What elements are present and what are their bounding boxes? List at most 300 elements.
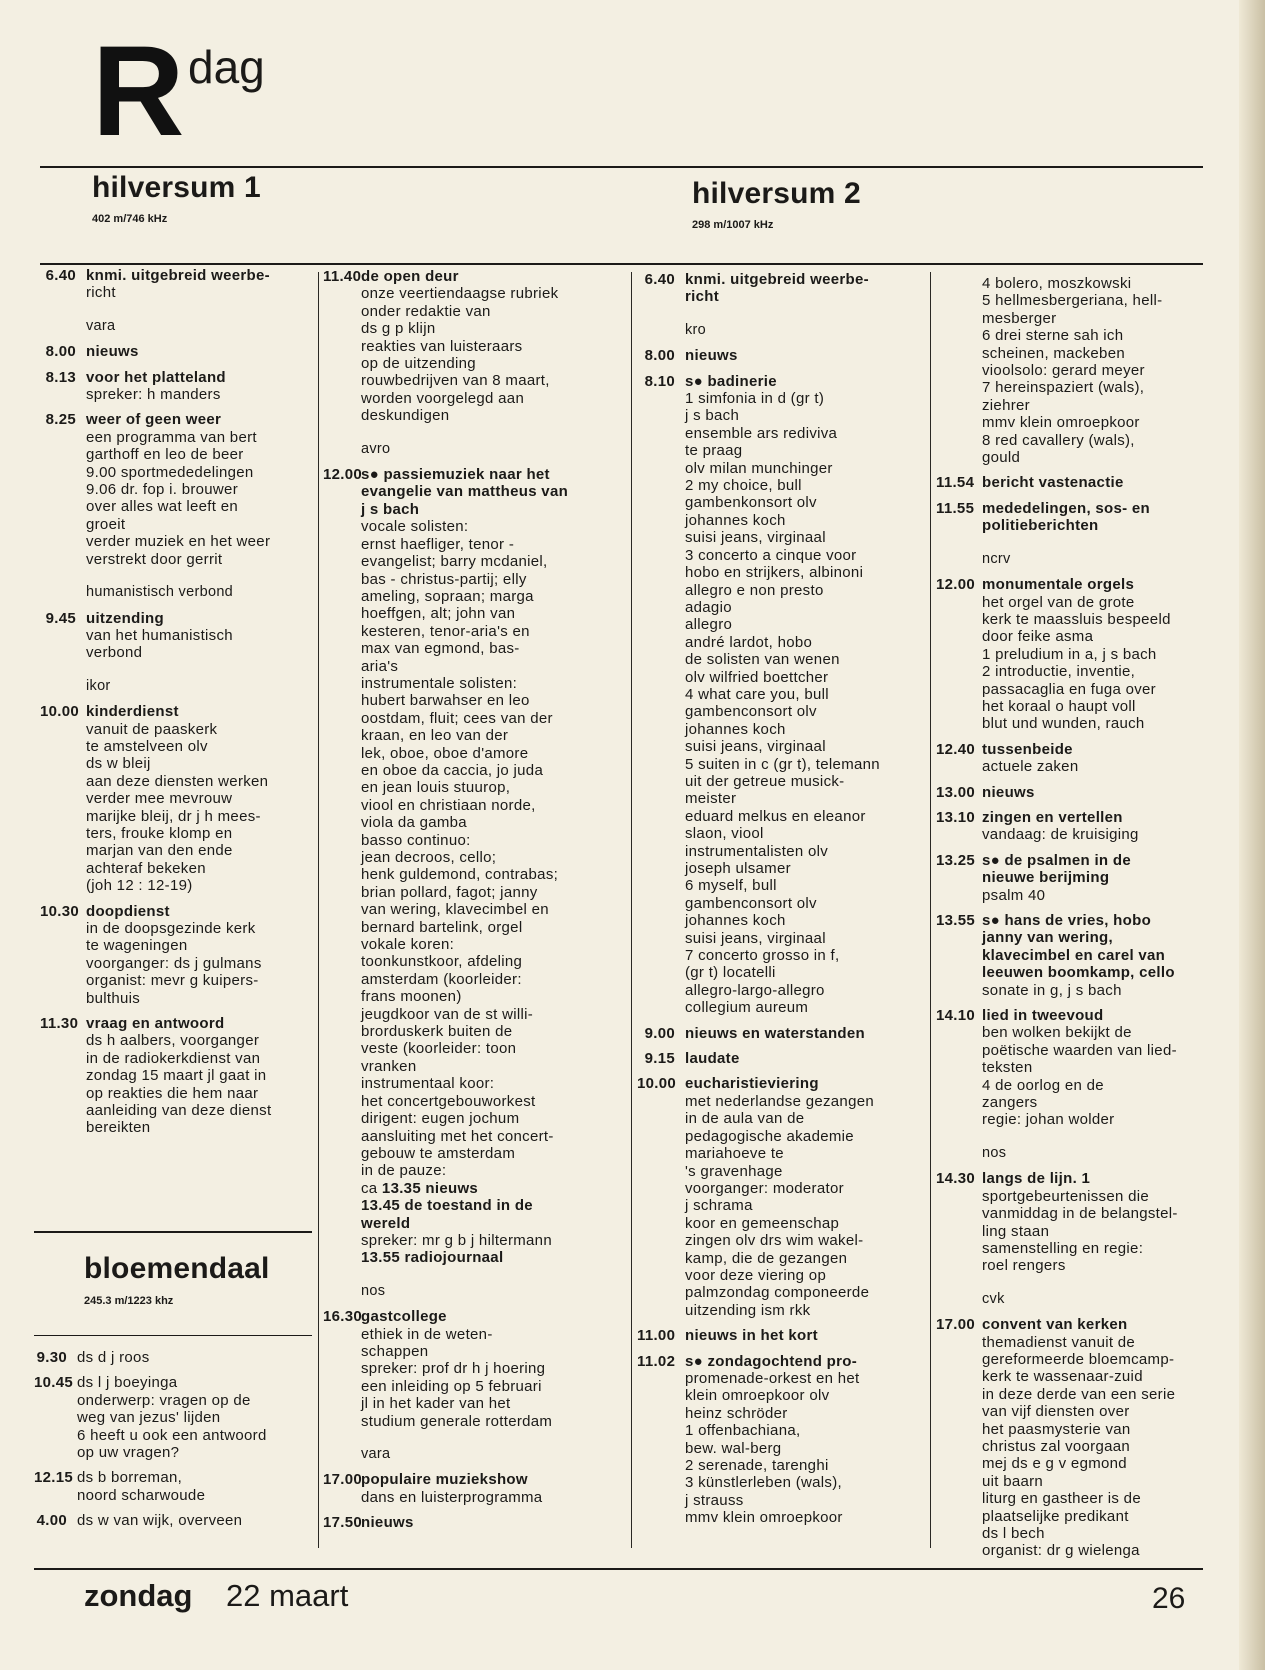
broadcaster-label: humanistisch verbond: [86, 584, 234, 601]
program-line: een programma van bert: [86, 428, 257, 446]
program-title: s● de psalmen in de: [982, 851, 1131, 869]
program-line: worden voorgelegd aan: [361, 389, 525, 407]
program-line: suisi jeans, virginaal: [685, 929, 826, 947]
program-entry: [40, 343, 312, 360]
program-line: in de aula van de: [685, 1110, 805, 1128]
program-line: richt: [86, 284, 116, 302]
program-time: 14.10: [936, 1007, 976, 1025]
program-title: laudate: [685, 1050, 740, 1068]
program-entry: [323, 268, 625, 425]
program-line: mej ds e g v egmond: [982, 1455, 1127, 1473]
spacer: [936, 1308, 1208, 1316]
column-divider: [930, 272, 931, 1548]
program-line: 1 offenbachiana,: [685, 1422, 801, 1440]
logo-word: dag: [188, 41, 265, 93]
program-entry: [936, 1007, 1208, 1129]
program-line: frans moonen): [361, 988, 462, 1006]
program-body: [77, 1512, 312, 1529]
spacer: [936, 466, 1208, 474]
program-line: adagio: [685, 598, 732, 616]
program-line: gambenconsort olv: [685, 703, 817, 721]
program-time: 17.00: [936, 1316, 976, 1334]
spacer: [40, 1007, 312, 1015]
program-line: vandaag: de kruisiging: [982, 826, 1139, 844]
program-title: doopdienst: [86, 902, 170, 920]
spacer: [936, 1137, 1208, 1145]
program-title: nieuws in het kort: [685, 1327, 818, 1345]
program-title: s● passiemuziek naar het: [361, 466, 550, 484]
program-entry: [34, 1512, 312, 1529]
program-line: zondag 15 maart jl gaat in: [86, 1067, 267, 1085]
program-line: 's gravenhage: [685, 1162, 783, 1180]
program-body: [86, 903, 312, 1007]
program-line: aria's: [361, 657, 399, 675]
spacer: [34, 1366, 312, 1374]
program-line: in deze derde van een serie: [982, 1385, 1176, 1403]
program-time: 17.00: [323, 1471, 363, 1489]
program-line: gereformeerde bloemcamp-: [982, 1350, 1175, 1368]
program-time: 11.30: [40, 1015, 79, 1033]
program-title: knmi. uitgebreid weerbe-: [86, 267, 270, 284]
program-time: 11.00: [637, 1327, 676, 1345]
program-title: eucharistieviering: [685, 1075, 819, 1093]
program-body: [685, 347, 925, 364]
program-time: 12.00: [936, 576, 976, 594]
spacer: [936, 1275, 1208, 1283]
program-line: vranken: [361, 1057, 417, 1075]
program-body: [685, 1025, 925, 1042]
program-line: jeugdkoor van de st willi-: [361, 1005, 534, 1023]
program-body: [982, 852, 1208, 904]
program-line: j schrama: [685, 1197, 753, 1215]
program-line: lek, oboe, oboe d'amore: [361, 744, 529, 762]
program-line: johannes koch: [685, 511, 786, 529]
program-line: ethiek in de weten-: [361, 1325, 493, 1343]
program-line: op reakties die hem naar: [86, 1084, 259, 1102]
program-body: [77, 1469, 312, 1504]
program-title: voor het platteland: [86, 368, 226, 386]
program-line: ds b borreman,: [77, 1469, 183, 1487]
program-body: [86, 369, 312, 404]
program-line: schappen: [361, 1342, 429, 1360]
program-body: [86, 267, 312, 302]
program-line: te amstelveen olv: [86, 737, 208, 755]
program-entry: [936, 474, 1208, 491]
program-line: weg van jezus' lijden: [77, 1409, 221, 1427]
program-time: 10.45: [34, 1374, 74, 1392]
program-line: onderwerp: vragen op de: [77, 1391, 251, 1409]
program-title: weer of geen weer: [86, 411, 222, 429]
spacer: [936, 543, 1208, 551]
program-body: [86, 610, 312, 662]
program-line: gambenconsort olv: [685, 894, 817, 912]
program-line: ben wolken bekijkt de: [982, 1024, 1132, 1042]
spacer: [637, 1345, 925, 1353]
page-number: 26: [1152, 1582, 1186, 1615]
program-line: bernard bartelink, orgel: [361, 918, 523, 936]
program-title: uitzending: [86, 609, 164, 627]
program-line: sportgebeurtenissen die: [982, 1187, 1150, 1205]
program-line: roel rengers: [982, 1257, 1066, 1275]
program-time: 9.45: [45, 609, 76, 627]
spacer: [40, 335, 312, 343]
footer-day: zondag: [84, 1578, 193, 1613]
program-entry: [936, 1170, 1208, 1274]
program-line: andré lardot, hobo: [685, 633, 813, 651]
program-line-bold: wereld: [361, 1214, 411, 1232]
spacer: [40, 670, 312, 678]
program-body: [361, 1471, 625, 1506]
program-line: [361, 1180, 625, 1197]
program-line: 2 serenade, tarenghi: [685, 1457, 829, 1474]
program-line: verbond: [86, 644, 143, 662]
program-line-bold: 13.35 nieuws: [381, 1179, 479, 1197]
spacer: [936, 1162, 1208, 1170]
bloemendaal-schedule: [34, 1349, 312, 1538]
spacer: [40, 1137, 312, 1145]
program-title: nieuws: [86, 343, 139, 361]
program-line: van wering, klavecimbel en: [361, 901, 549, 919]
program-line: verstrekt door gerrit: [86, 550, 223, 568]
program-body: [361, 1308, 625, 1430]
program-line: kerk te maassluis bespeeld: [982, 610, 1171, 628]
program-body: [86, 1015, 312, 1137]
program-line: onze veertiendaagse rubriek: [361, 285, 559, 303]
program-title: convent van kerken: [982, 1316, 1128, 1334]
program-entry: [936, 809, 1208, 844]
program-line: vocale solisten:: [361, 518, 469, 536]
program-entry: [637, 1353, 925, 1527]
program-entry: [40, 703, 312, 894]
program-title: gastcollege: [361, 1308, 447, 1326]
spacer: [323, 1267, 625, 1275]
program-title: knmi. uitgebreid weerbe-: [685, 271, 869, 288]
program-time: 4.00: [36, 1512, 67, 1530]
spacer: [936, 492, 1208, 500]
program-time: 9.00: [644, 1024, 675, 1042]
program-body: [685, 1327, 925, 1344]
program-entry: [34, 1374, 312, 1461]
program-title-line: j s bach: [361, 500, 420, 518]
program-line: aansluiting met het concert-: [361, 1127, 554, 1145]
bloemendaal-bottom-rule: [34, 1335, 312, 1336]
program-line: ds d j roos: [77, 1349, 150, 1366]
program-line: ds l bech: [982, 1525, 1045, 1542]
program-line: koor en gemeenschap: [685, 1214, 840, 1232]
station-freq-hilversum-1: 402 m/746 kHz: [92, 213, 168, 225]
program-title: nieuws: [982, 783, 1035, 801]
program-line: onder redaktie van: [361, 302, 491, 320]
program-title: zingen en vertellen: [982, 808, 1123, 826]
program-title: s● badinerie: [685, 372, 777, 390]
program-time: [936, 275, 972, 466]
program-entry: [637, 1327, 925, 1344]
program-body: [982, 809, 1208, 844]
program-line: hoeffgen, alt; john van: [361, 605, 516, 623]
program-line: allegro-largo-allegro: [685, 981, 825, 999]
program-title: nieuws en waterstanden: [685, 1024, 865, 1042]
spacer: [936, 535, 1208, 543]
program-line: 8 red cavallery (wals),: [982, 431, 1135, 449]
program-time: 11.54: [936, 474, 975, 492]
program-title: lied in tweevoud: [982, 1007, 1104, 1025]
program-time: 9.30: [36, 1349, 67, 1366]
program-line: 4 what care you, bull: [685, 685, 829, 703]
program-entry: [637, 347, 925, 364]
program-line: uitzending ism rkk: [685, 1301, 811, 1319]
hilversum-1-schedule-left: [40, 267, 312, 1145]
program-entry: [40, 267, 312, 302]
spacer: [936, 904, 1208, 912]
program-line: ters, frouke klomp en: [86, 824, 233, 842]
spacer: [323, 1532, 625, 1540]
program-body: [685, 271, 925, 306]
broadcaster-label: nos: [361, 1282, 386, 1299]
program-line: 1 preludium in a, j s bach: [982, 645, 1157, 663]
program-entry: [323, 1308, 625, 1430]
program-time: 11.55: [936, 499, 975, 517]
broadcaster-label: cvk: [982, 1290, 1005, 1307]
station-freq-bloemendaal: 245.3 m/1223 khz: [84, 1295, 174, 1307]
program-line: viola da gamba: [361, 814, 467, 832]
broadcaster-label: vara: [86, 317, 116, 334]
program-line: themadienst vanuit de: [982, 1333, 1136, 1351]
program-line: samenstelling en regie:: [982, 1239, 1144, 1257]
program-title: bericht vastenactie: [982, 474, 1124, 492]
program-title: langs de lijn. 1: [982, 1170, 1091, 1188]
program-body: [86, 411, 312, 568]
program-line: gambenkonsort olv: [685, 494, 817, 512]
program-line: zangers: [982, 1094, 1038, 1112]
program-line: basso continuo:: [361, 831, 471, 849]
program-time: 6.40: [45, 267, 76, 284]
program-line: in de radiokerkdienst van: [86, 1049, 261, 1067]
program-time: 10.00: [40, 703, 80, 721]
program-line: reakties van luisteraars: [361, 337, 523, 355]
program-entry: [40, 903, 312, 1007]
program-line: pedagogische akademie: [685, 1127, 854, 1145]
broadcaster-label: avro: [361, 440, 391, 457]
program-line: suisi jeans, virginaal: [685, 738, 826, 756]
program-time: 12.15: [34, 1469, 74, 1487]
program-line: in de pauze:: [361, 1162, 447, 1180]
program-body: [77, 1349, 312, 1366]
program-line-text: spreker: mr g b j hiltermann: [361, 1231, 552, 1249]
program-line: [361, 1197, 625, 1214]
program-line: uit der getreue musick-: [685, 772, 845, 790]
program-line: evangelist; barry mcdaniel,: [361, 553, 548, 571]
program-body: [982, 1170, 1208, 1274]
program-line: scheinen, mackeben: [982, 344, 1125, 362]
program-entry: [40, 610, 312, 662]
program-entry: [323, 1471, 625, 1506]
program-body: [361, 466, 625, 1267]
spacer: [40, 568, 312, 576]
program-time: 11.02: [637, 1352, 676, 1370]
listing-top-rule: [40, 263, 1203, 265]
program-line: 2 introductie, inventie,: [982, 663, 1136, 681]
program-title: s● hans de vries, hobo: [982, 912, 1152, 929]
broadcaster-label: ncrv: [982, 550, 1011, 567]
program-line: voorganger: moderator: [685, 1179, 844, 1197]
spacer: [936, 568, 1208, 576]
program-line: christus zal voorgaan: [982, 1437, 1131, 1455]
spacer: [637, 1017, 925, 1025]
program-line: ling staan: [982, 1222, 1050, 1240]
program-title: nieuws: [361, 1514, 414, 1532]
program-line: de solisten van wenen: [685, 651, 840, 669]
program-time: 13.25: [936, 851, 976, 869]
program-body: [685, 1050, 925, 1067]
spacer: [40, 361, 312, 369]
program-line: spreker: prof dr h j hoering: [361, 1360, 546, 1378]
program-line: 7 hereinspaziert (wals),: [982, 379, 1145, 397]
spacer: [637, 1319, 925, 1327]
broadcaster-label: kro: [685, 321, 707, 338]
program-entry: [323, 466, 625, 1267]
program-line: vanmiddag in de belangstel-: [982, 1205, 1178, 1223]
column-divider: [631, 272, 632, 1548]
program-entry: [936, 784, 1208, 801]
program-time: 9.15: [644, 1050, 675, 1068]
spacer: [40, 895, 312, 903]
program-line: richt: [685, 288, 720, 306]
program-line: mesberger: [982, 309, 1057, 327]
program-line: 3 künstlerleben (wals),: [685, 1474, 842, 1492]
spacer: [637, 365, 925, 373]
program-line: allegro e non presto: [685, 581, 824, 599]
program-line: groeit: [86, 515, 126, 533]
program-line: vioolsolo: gerard meyer: [982, 362, 1145, 380]
program-line: bew. wal-berg: [685, 1439, 782, 1457]
program-entry: [637, 373, 925, 1017]
program-line: uit baarn: [982, 1472, 1044, 1490]
program-line: voor deze viering op: [685, 1266, 827, 1284]
program-line: het paasmysterie van: [982, 1420, 1131, 1438]
program-body: [982, 741, 1208, 776]
program-line: rouwbedrijven van 8 maart,: [361, 372, 550, 390]
program-time: 11.40: [323, 268, 362, 285]
program-line: mmv klein omroepkoor: [982, 414, 1140, 432]
program-line: promenade-orkest en het: [685, 1369, 860, 1387]
program-body: [86, 343, 312, 360]
program-line: organist: dr g wielenga: [982, 1542, 1140, 1560]
program-body: [685, 1075, 925, 1319]
program-line: mmv klein omroepkoor: [685, 1509, 843, 1527]
program-line: viool en christiaan norde,: [361, 796, 536, 814]
program-line: bulthuis: [86, 989, 141, 1007]
program-title: vraag en antwoord: [86, 1015, 225, 1033]
program-line-bold: 13.55 radiojournaal: [361, 1249, 504, 1267]
program-line: kamp, die de gezangen: [685, 1249, 848, 1267]
program-line: en oboe da caccia, jo juda: [361, 761, 544, 779]
program-line: studium generale rotterdam: [361, 1412, 553, 1430]
program-entry: [40, 369, 312, 404]
program-line: brorduskerk buiten de: [361, 1023, 513, 1041]
program-line: ziehrer: [982, 396, 1030, 414]
program-line: johannes koch: [685, 720, 786, 738]
program-line: 4 bolero, moszkowski: [982, 275, 1132, 292]
spacer: [936, 1129, 1208, 1137]
program-line: instrumentaal koor:: [361, 1075, 495, 1093]
program-line: 9.00 sportmededelingen: [86, 463, 254, 481]
program-title-line: evangelie van mattheus van: [361, 483, 569, 501]
spacer: [936, 1283, 1208, 1291]
spacer: [323, 425, 625, 433]
program-entry: [936, 500, 1208, 535]
program-time: 12.00: [323, 466, 363, 484]
hilversum-1-schedule-right: [323, 268, 625, 1540]
spacer: [323, 1506, 625, 1514]
program-line: bereikten: [86, 1119, 151, 1137]
program-entry: [936, 741, 1208, 776]
program-body: [982, 1316, 1208, 1560]
program-line: spreker: h manders: [86, 386, 221, 404]
spacer: [936, 776, 1208, 784]
program-line: allegro: [685, 616, 733, 634]
program-time: 8.00: [644, 347, 675, 365]
program-time: 8.00: [45, 343, 76, 361]
program-line: (joh 12 : 12-19): [86, 877, 193, 895]
program-line: op de uitzending: [361, 355, 476, 373]
logo-letter: R: [92, 20, 181, 163]
program-line: 2 my choice, bull: [685, 477, 802, 495]
program-entry: [637, 271, 925, 306]
program-time: 8.25: [45, 411, 76, 429]
program-line: regie: johan wolder: [982, 1111, 1115, 1129]
program-line: ensemble ars rediviva: [685, 424, 838, 442]
program-time: 13.00: [936, 783, 976, 801]
spacer: [936, 999, 1208, 1007]
program-entry: [936, 912, 1208, 999]
program-line: vokale koren:: [361, 936, 455, 954]
program-entry: [637, 1025, 925, 1042]
program-line: ds w van wijk, overveen: [77, 1512, 243, 1530]
program-title: de open deur: [361, 268, 459, 285]
program-line: eduard melkus en eleanor: [685, 807, 866, 825]
program-line: [361, 1215, 625, 1232]
program-line: het orgel van de grote: [982, 593, 1135, 611]
program-entry: [40, 411, 312, 568]
program-line: palmzondag componeerde: [685, 1284, 870, 1302]
program-line: blut und wunden, rauch: [982, 715, 1145, 733]
spacer: [637, 314, 925, 322]
program-line: heinz schröder: [685, 1404, 788, 1422]
program-line: plaatselijke predikant: [982, 1507, 1129, 1525]
program-line: een inleiding op 5 februari: [361, 1377, 542, 1395]
program-title-line: leeuwen boomkamp, cello: [982, 964, 1175, 982]
program-line: vanuit de paaskerk: [86, 720, 218, 738]
program-line: meister: [685, 790, 737, 808]
program-title-line: politieberichten: [982, 517, 1099, 535]
program-body: [77, 1374, 312, 1461]
program-line: hubert barwahser en leo: [361, 692, 530, 710]
program-line: met nederlandse gezangen: [685, 1092, 875, 1110]
program-line: joseph ulsamer: [685, 860, 791, 877]
program-line: kesteren, tenor-aria's en: [361, 622, 530, 640]
program-line: ds l j boeyinga: [77, 1374, 178, 1392]
program-line: instrumentale solisten:: [361, 674, 518, 692]
program-line: bas - christus-partij; elly: [361, 570, 527, 588]
program-body: [685, 373, 925, 1017]
program-body: [361, 1514, 625, 1531]
spacer: [936, 801, 1208, 809]
program-entry: [936, 852, 1208, 904]
program-line: aanleiding van deze dienst: [86, 1102, 272, 1120]
program-line: gould: [982, 449, 1021, 467]
program-body: [982, 275, 1208, 466]
spacer: [40, 662, 312, 670]
